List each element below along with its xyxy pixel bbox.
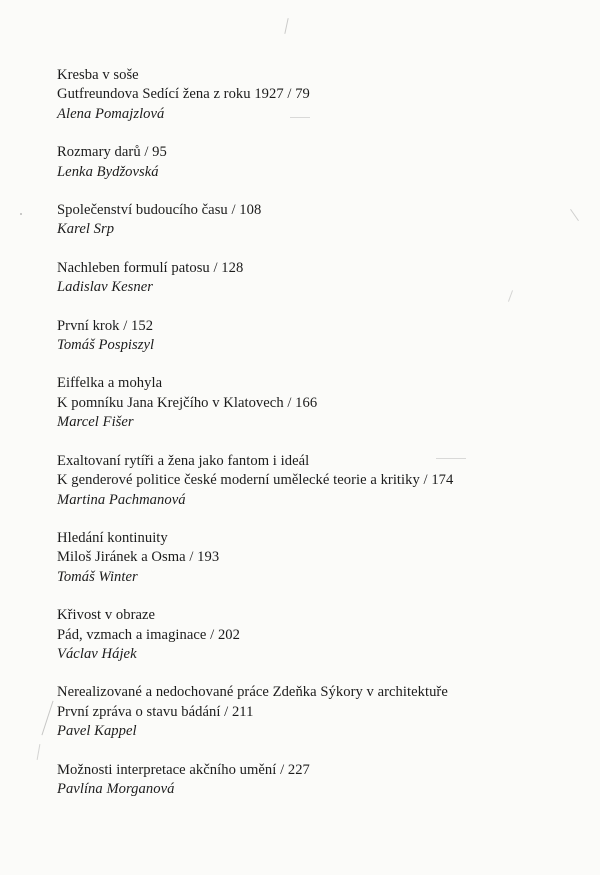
toc-entry	[57, 374, 577, 432]
entry-title: První krok / 152	[57, 317, 154, 334]
scan-mark	[20, 213, 22, 215]
entry-author: Lenka Bydžovská	[57, 163, 159, 180]
entry-subtitle: Gutfreundova Sedící žena z roku 1927 / 79	[57, 86, 310, 103]
entry-title: Rozmary darů / 95	[57, 144, 167, 161]
toc-entry	[57, 259, 577, 298]
entry-title: Křivost v obraze	[57, 607, 156, 624]
toc-entry	[57, 761, 577, 800]
toc-entry	[57, 143, 577, 182]
entry-title: Společenství budoucího času / 108	[57, 202, 262, 219]
entry-title: Kresba v soše	[57, 67, 139, 83]
toc-entry	[57, 452, 577, 510]
table-of-contents	[57, 66, 577, 818]
toc-entry	[57, 66, 577, 124]
scan-mark	[284, 18, 288, 34]
entry-subtitle: První zpráva o stavu bádání / 211	[57, 703, 254, 720]
entry-author: Marcel Fišer	[57, 414, 134, 431]
scan-mark	[290, 117, 310, 118]
entry-title: Možnosti interpretace akčního umění / 227	[57, 761, 310, 778]
scan-mark	[436, 458, 466, 459]
entry-subtitle: K pomníku Jana Krejčího v Klatovech / 166	[57, 394, 318, 411]
entry-title: Nerealizované a nedochované práce Zdeňka Sýkory v architektuře	[57, 684, 448, 701]
toc-entry	[57, 683, 577, 741]
entry-title: Exaltovaní rytíři a žena jako fantom i ideál	[57, 452, 310, 469]
scan-mark	[41, 701, 53, 736]
entry-author: Pavlína Morganová	[57, 780, 175, 797]
entry-author: Pavel Kappel	[57, 723, 137, 740]
entry-subtitle: K genderové politice české moderní umělecké teorie a kritiky / 174	[57, 472, 454, 489]
entry-author: Tomáš Pospiszyl	[57, 337, 155, 354]
entry-author: Alena Pomajzlová	[57, 105, 165, 122]
scan-mark	[37, 744, 41, 760]
entry-author: Ladislav Kesner	[57, 279, 154, 296]
entry-subtitle: Miloš Jiránek a Osma / 193	[57, 549, 220, 566]
entry-title: Hledání kontinuity	[57, 529, 168, 546]
entry-author: Karel Srp	[57, 221, 115, 238]
toc-entry	[57, 606, 577, 664]
entry-subtitle: Pád, vzmach a imaginace / 202	[57, 626, 240, 643]
entry-author: Martina Pachmanová	[57, 491, 186, 508]
entry-author: Václav Hájek	[57, 645, 137, 662]
toc-entry	[57, 317, 577, 356]
entry-title: Nachleben formulí patosu / 128	[57, 259, 244, 276]
entry-author: Tomáš Winter	[57, 568, 138, 585]
entry-title: Eiffelka a mohyla	[57, 375, 163, 392]
toc-entry	[57, 529, 577, 587]
toc-entry	[57, 201, 577, 240]
